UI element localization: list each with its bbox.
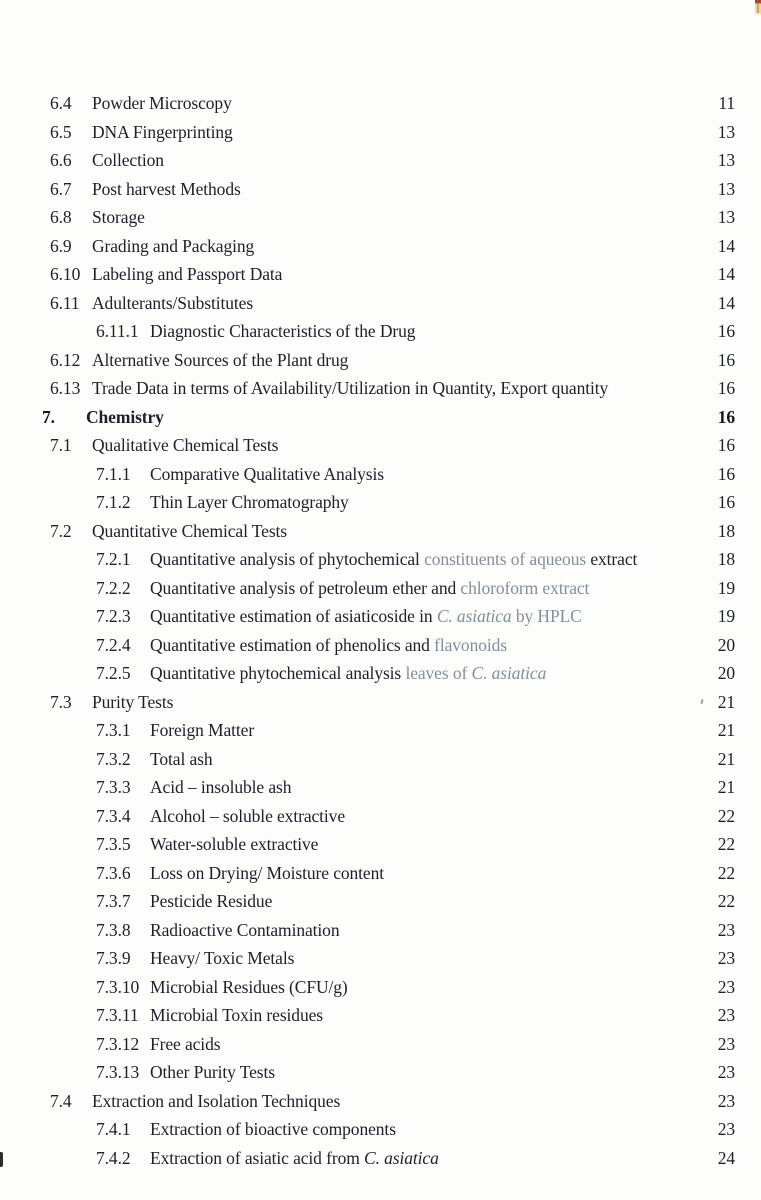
toc-entry-title: [150, 1058, 697, 1087]
toc-row: [0, 916, 761, 945]
toc-entry-title: [150, 830, 697, 859]
title-text: Loss on Drying/ Moisture content: [150, 862, 384, 883]
title-text: Diagnostic Characteristics of the Drug: [150, 321, 416, 341]
toc-section-number: 6.5: [50, 121, 72, 142]
toc-page-number: 18: [717, 520, 735, 541]
species-name: C. asiatica: [471, 663, 547, 683]
toc-entry-title: [150, 802, 697, 831]
title-text: constituents of aqueous: [424, 549, 591, 569]
toc-row: [0, 175, 761, 204]
species-name: C. asiatica: [436, 606, 512, 626]
toc-page-number: 13: [717, 150, 735, 170]
toc-page-number: 16: [717, 406, 735, 427]
title-text: Trade Data in terms of Availability/Utilization in Quantity, Export quantity: [92, 378, 609, 398]
toc-entry-title: [150, 460, 697, 489]
toc-row: [0, 488, 761, 517]
toc-entry-title: [92, 175, 697, 204]
title-text: Water-soluble extractive: [150, 834, 319, 854]
toc-page-number: 23: [717, 1033, 735, 1054]
toc-section-number: 6.6: [50, 150, 72, 170]
toc-row: [0, 1144, 761, 1173]
toc-entry-title: [150, 859, 697, 888]
toc-row: [0, 146, 761, 175]
toc-page-number: 14: [717, 235, 735, 256]
toc-section-number: 7.3.11: [96, 1005, 139, 1025]
toc-row: [0, 773, 761, 802]
toc-row: [0, 289, 761, 318]
toc-row: [0, 1058, 761, 1087]
toc-row: [0, 631, 761, 660]
title-text: Microbial Residues (CFU/g): [150, 976, 348, 997]
toc-section-number: 7.3.10: [96, 976, 140, 997]
toc-section-number: 7.1.2: [96, 492, 131, 512]
toc-row: [0, 1001, 761, 1030]
toc-entry-title: [150, 973, 697, 1002]
title-text: Alternative Sources of the Plant drug: [92, 349, 349, 370]
toc-section-number: 6.13: [50, 378, 81, 398]
title-text: Total ash: [150, 748, 213, 769]
toc-row: [0, 887, 761, 916]
toc-page-number: 23: [717, 1062, 735, 1082]
toc-page-number: 21: [717, 720, 735, 740]
scan-artifact-edge-mark: [0, 1152, 3, 1167]
title-text: Extraction and Isolation Techniques: [92, 1090, 341, 1111]
toc-page-number: 16: [717, 492, 735, 512]
toc-section-number: 7.3: [50, 691, 72, 712]
toc-row: [0, 374, 761, 403]
title-text: Pesticide Residue: [150, 891, 273, 911]
toc-entry-title: [92, 89, 697, 118]
toc-row: [0, 431, 761, 460]
toc-section-number: 7.3.3: [96, 777, 131, 797]
title-text: leaves of: [405, 663, 472, 683]
title-text: Comparative Qualitative Analysis: [150, 463, 384, 484]
title-text: Quantitative Chemical Tests: [92, 520, 288, 541]
toc-page-number: 22: [717, 862, 735, 883]
toc-row: [0, 1087, 761, 1116]
toc-section-number: 7.3.1: [96, 720, 131, 740]
title-text: Post harvest Methods: [92, 178, 241, 199]
title-text: DNA Fingerprinting: [92, 121, 233, 142]
toc-page-number: 13: [717, 121, 735, 142]
title-text: chloroform extract: [460, 577, 590, 598]
toc-section-number: 7.2.2: [96, 577, 131, 598]
toc-section-number: 7.3.5: [96, 834, 131, 854]
title-text: flavonoids: [434, 634, 507, 655]
toc-section-number: 7.: [42, 406, 55, 427]
title-text: Radioactive Contamination: [150, 919, 340, 940]
title-text: Thin Layer Chromatography: [150, 492, 349, 512]
toc-row: [0, 688, 761, 717]
toc-row: [0, 716, 761, 745]
toc-entry-title: [150, 716, 697, 745]
toc-page-number: 16: [717, 435, 735, 455]
toc-page-number: 23: [717, 1119, 735, 1139]
toc-row: [0, 574, 761, 603]
title-text: Quantitative phytochemical analysis: [150, 663, 406, 683]
toc-page-number: 21: [717, 777, 735, 797]
toc-entry-title: [92, 346, 697, 375]
toc-section-number: 6.11.1: [96, 321, 139, 341]
toc-section-number: 7.2.1: [96, 549, 131, 569]
title-text: Foreign Matter: [150, 720, 255, 740]
toc-page-number: 23: [717, 919, 735, 940]
toc-section-number: 7.2.4: [96, 634, 131, 655]
title-text: Acid – insoluble ash: [150, 777, 292, 797]
title-text: Chemistry: [86, 406, 164, 427]
toc-entry-title: [150, 1030, 697, 1059]
toc-row: [0, 545, 761, 574]
toc-page-number: 11: [718, 93, 735, 113]
toc-entry-title: [92, 517, 697, 546]
toc-page-number: 13: [717, 178, 735, 199]
title-text: Qualitative Chemical Tests: [92, 435, 279, 455]
toc-section-number: 7.2: [50, 520, 72, 541]
toc-page-number: 16: [717, 463, 735, 484]
toc-section-number: 6.4: [50, 93, 72, 113]
toc-entry-title: [150, 631, 697, 660]
toc-entry-title: [92, 688, 697, 717]
toc-page-number: 16: [717, 378, 735, 398]
toc-entry-title: [150, 916, 697, 945]
toc-section-number: 7.3.2: [96, 748, 131, 769]
toc-section-number: 6.7: [50, 178, 72, 199]
toc-page-number: 24: [717, 1147, 735, 1168]
toc-row: [0, 260, 761, 289]
title-text: Collection: [92, 150, 164, 170]
toc-page-number: 23: [717, 1090, 735, 1111]
title-text: Purity Tests: [92, 691, 174, 712]
toc-row: [0, 602, 761, 631]
toc-section-number: 7.3.9: [96, 948, 131, 968]
title-text: Quantitative estimation of asiaticoside in: [150, 606, 437, 626]
toc-page-number: 20: [717, 634, 735, 655]
title-text: Extraction of asiatic acid from: [150, 1147, 365, 1168]
title-text: Free acids: [150, 1033, 221, 1054]
toc-page-number: 22: [717, 805, 735, 826]
toc-section-number: 7.3.12: [96, 1033, 140, 1054]
toc-page-number: 20: [717, 663, 735, 683]
toc-section-number: 6.11: [50, 292, 80, 313]
toc-row: [0, 232, 761, 261]
toc-section-number: 7.4.1: [96, 1119, 131, 1139]
title-text: extract: [590, 549, 638, 569]
toc-row: [0, 317, 761, 346]
toc-page-number: 23: [717, 1005, 735, 1025]
toc-page-number: 23: [717, 948, 735, 968]
toc-entry-title: [150, 1115, 697, 1144]
toc-page-number: 21: [717, 691, 735, 712]
toc-row: [0, 1030, 761, 1059]
toc-page-number: 21: [717, 748, 735, 769]
toc-entry-title: [150, 745, 697, 774]
toc-row: [0, 859, 761, 888]
toc-entry-title: [150, 1001, 697, 1030]
toc-row: [0, 89, 761, 118]
toc-row: [0, 973, 761, 1002]
toc-page-number: 14: [717, 264, 735, 284]
toc-entry-title: [150, 602, 697, 631]
toc-entry-title: [150, 488, 697, 517]
toc-entry-title: [86, 403, 697, 432]
toc-entry-title: [150, 1144, 697, 1173]
toc-row: [0, 745, 761, 774]
toc-row: [0, 203, 761, 232]
toc-page-number: 19: [717, 606, 735, 626]
toc-entry-title: [92, 260, 697, 289]
title-text: Alcohol – soluble extractive: [150, 805, 345, 826]
title-text: Adulterants/Substitutes: [92, 292, 254, 313]
title-text: Heavy/ Toxic Metals: [150, 948, 295, 968]
toc-section-number: 6.8: [50, 207, 72, 227]
toc-row: [0, 830, 761, 859]
toc-page-number: 22: [717, 834, 735, 854]
toc-section-number: 7.1: [50, 435, 72, 455]
toc-section-number: 6.12: [50, 349, 81, 370]
title-text: Extraction of bioactive components: [150, 1119, 396, 1139]
toc-entry-title: [92, 1087, 697, 1116]
scan-artifact-corner-stripe: [757, 3, 759, 13]
toc-section-number: 6.10: [50, 264, 81, 284]
toc-section-number: 7.3.7: [96, 891, 131, 911]
toc-entry-title: [92, 203, 697, 232]
toc-section-number: 7.2.3: [96, 606, 131, 626]
scan-artifact-corner: [755, 0, 761, 15]
title-text: Quantitative analysis of petroleum ether and: [150, 577, 461, 598]
toc-entry-title: [150, 317, 697, 346]
toc-list: [0, 89, 761, 1172]
toc-row: [0, 118, 761, 147]
title-text: Grading and Packaging: [92, 235, 255, 256]
toc-page-number: 16: [717, 349, 735, 370]
toc-entry-title: [150, 545, 697, 574]
toc-row: [0, 1115, 761, 1144]
toc-row: [0, 802, 761, 831]
toc-section-number: 7.2.5: [96, 663, 131, 683]
toc-section-number: 7.1.1: [96, 463, 131, 484]
toc-row: [0, 346, 761, 375]
toc-row: [0, 403, 761, 432]
toc-row: [0, 944, 761, 973]
title-text: by HPLC: [511, 606, 582, 626]
toc-page-number: 16: [717, 321, 735, 341]
toc-entry-title: [92, 289, 697, 318]
title-text: Quantitative analysis of phytochemical: [150, 549, 425, 569]
title-text: Powder Microscopy: [92, 93, 232, 113]
toc-section-number: 7.3.6: [96, 862, 131, 883]
toc-row: [0, 517, 761, 546]
toc-row: [0, 659, 761, 688]
toc-section-number: 7.4: [50, 1090, 72, 1111]
title-text: Microbial Toxin residues: [150, 1005, 323, 1025]
toc-section-number: 7.4.2: [96, 1147, 131, 1168]
toc-entry-title: [150, 574, 697, 603]
toc-section-number: 6.9: [50, 235, 72, 256]
toc-page-number: 19: [717, 577, 735, 598]
species-name: C. asiatica: [364, 1147, 439, 1168]
title-text: Storage: [92, 207, 145, 227]
toc-page-number: 23: [717, 976, 735, 997]
toc-entry-title: [150, 944, 697, 973]
toc-page-number: 22: [717, 891, 735, 911]
toc-row: [0, 460, 761, 489]
title-text: Other Purity Tests: [150, 1062, 275, 1082]
toc-page-number: 13: [717, 207, 735, 227]
toc-section-number: 7.3.13: [96, 1062, 140, 1082]
title-text: Quantitative estimation of phenolics and: [150, 634, 435, 655]
toc-section-number: 7.3.8: [96, 919, 131, 940]
toc-page-number: 14: [717, 292, 735, 313]
title-text: Labeling and Passport Data: [92, 264, 283, 284]
toc-section-number: 7.3.4: [96, 805, 131, 826]
toc-entry-title: [92, 374, 697, 403]
toc-entry-title: [92, 146, 697, 175]
toc-entry-title: [92, 118, 697, 147]
toc-entry-title: [150, 659, 697, 688]
toc-entry-title: [92, 431, 697, 460]
toc-entry-title: [150, 887, 697, 916]
toc-page-number: 18: [717, 549, 735, 569]
toc-entry-title: [150, 773, 697, 802]
toc-entry-title: [92, 232, 697, 261]
